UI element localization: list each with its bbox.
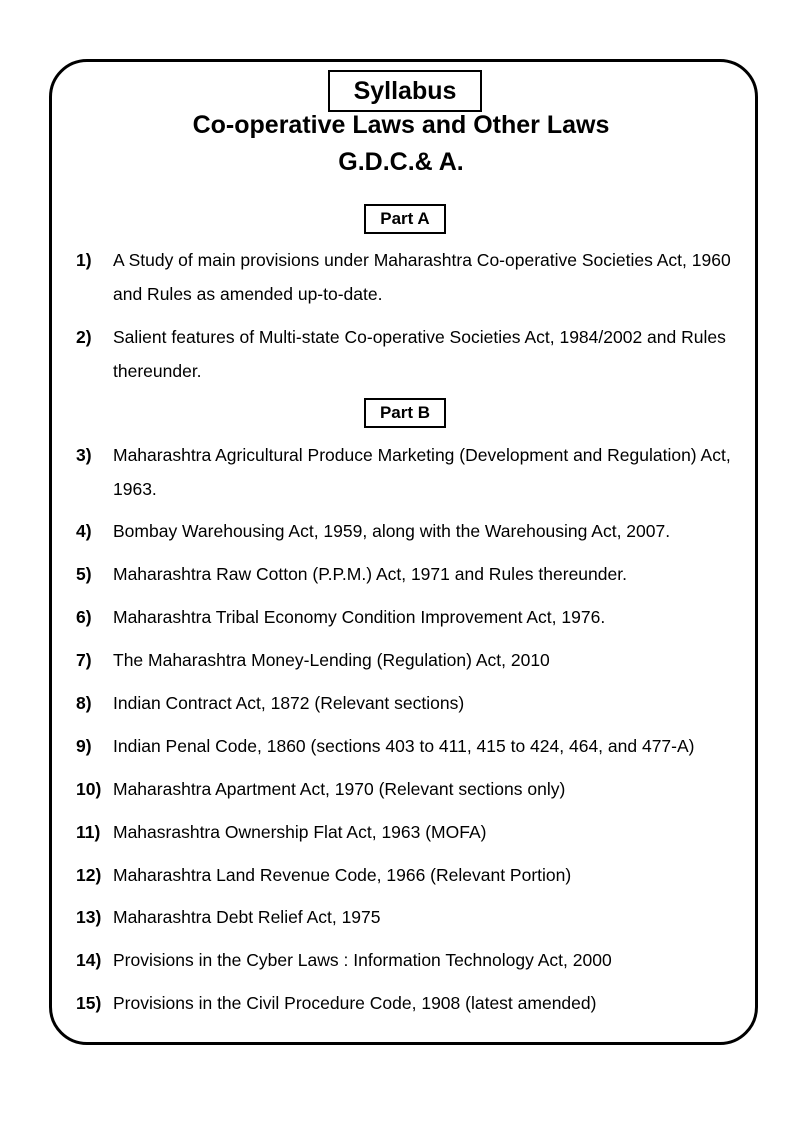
item-number: 6) [76,607,92,627]
item-text: Maharashtra Apartment Act, 1970 (Relevant sections only) [113,779,566,799]
item-text: Indian Penal Code, 1860 (sections 403 to 411, 415 to 424, 464, and 477-A) [113,736,695,756]
item-number: 11) [76,822,101,842]
list-item [76,600,746,634]
item-text: Indian Contract Act, 1872 (Relevant sections) [113,693,465,713]
list-item [76,438,746,506]
part-a-heading: Part A [364,204,446,234]
list-item [76,643,746,677]
item-number: 5) [76,564,92,584]
item-number: 12) [76,865,102,885]
list-item [76,943,746,977]
item-text: Maharashtra Agricultural Produce Marketing (Development and Regulation) Act, 1963. [113,445,731,499]
list-item [76,514,746,548]
item-number: 2) [76,327,92,347]
item-number: 15) [76,993,102,1013]
item-number: 9) [76,736,92,756]
item-text: Maharashtra Tribal Economy Condition Improvement Act, 1976. [113,607,606,627]
item-number: 4) [76,521,92,541]
item-number: 8) [76,693,92,713]
syllabus-heading: Syllabus [328,70,482,112]
list-item [76,686,746,720]
item-number: 13) [76,907,102,927]
item-text: Maharashtra Land Revenue Code, 1966 (Relevant Portion) [113,865,572,885]
page-subtitle: G.D.C.& A. [338,148,464,176]
item-text: A Study of main provisions under Maharashtra Co-operative Societies Act, 1960 and Rules as amended up-to-date. [113,250,731,304]
item-text: Provisions in the Cyber Laws : Information Technology Act, 2000 [113,950,612,970]
list-item [76,900,746,934]
list-item [76,772,746,806]
item-number: 14) [76,950,102,970]
list-item [76,243,746,311]
item-number: 1) [76,250,92,270]
list-item [76,815,746,849]
list-item [76,320,746,388]
list-item [76,986,746,1020]
item-number: 7) [76,650,92,670]
item-text: Maharashtra Debt Relief Act, 1975 [113,907,381,927]
item-text: Maharashtra Raw Cotton (P.P.M.) Act, 1971 and Rules thereunder. [113,564,627,584]
item-text: The Maharashtra Money-Lending (Regulation) Act, 2010 [113,650,550,670]
list-item [76,858,746,892]
item-text: Provisions in the Civil Procedure Code, 1908 (latest amended) [113,993,597,1013]
item-text: Salient features of Multi-state Co-operative Societies Act, 1984/2002 and Rules thereunder. [113,327,726,381]
item-number: 3) [76,445,92,465]
item-text: Bombay Warehousing Act, 1959, along with the Warehousing Act, 2007. [113,521,671,541]
part-b-heading: Part B [364,398,446,428]
list-item [76,557,746,591]
item-text: Mahasrashtra Ownership Flat Act, 1963 (MOFA) [113,822,487,842]
item-number: 10) [76,779,102,799]
page-title: Co-operative Laws and Other Laws [192,111,610,139]
list-item [76,729,746,763]
